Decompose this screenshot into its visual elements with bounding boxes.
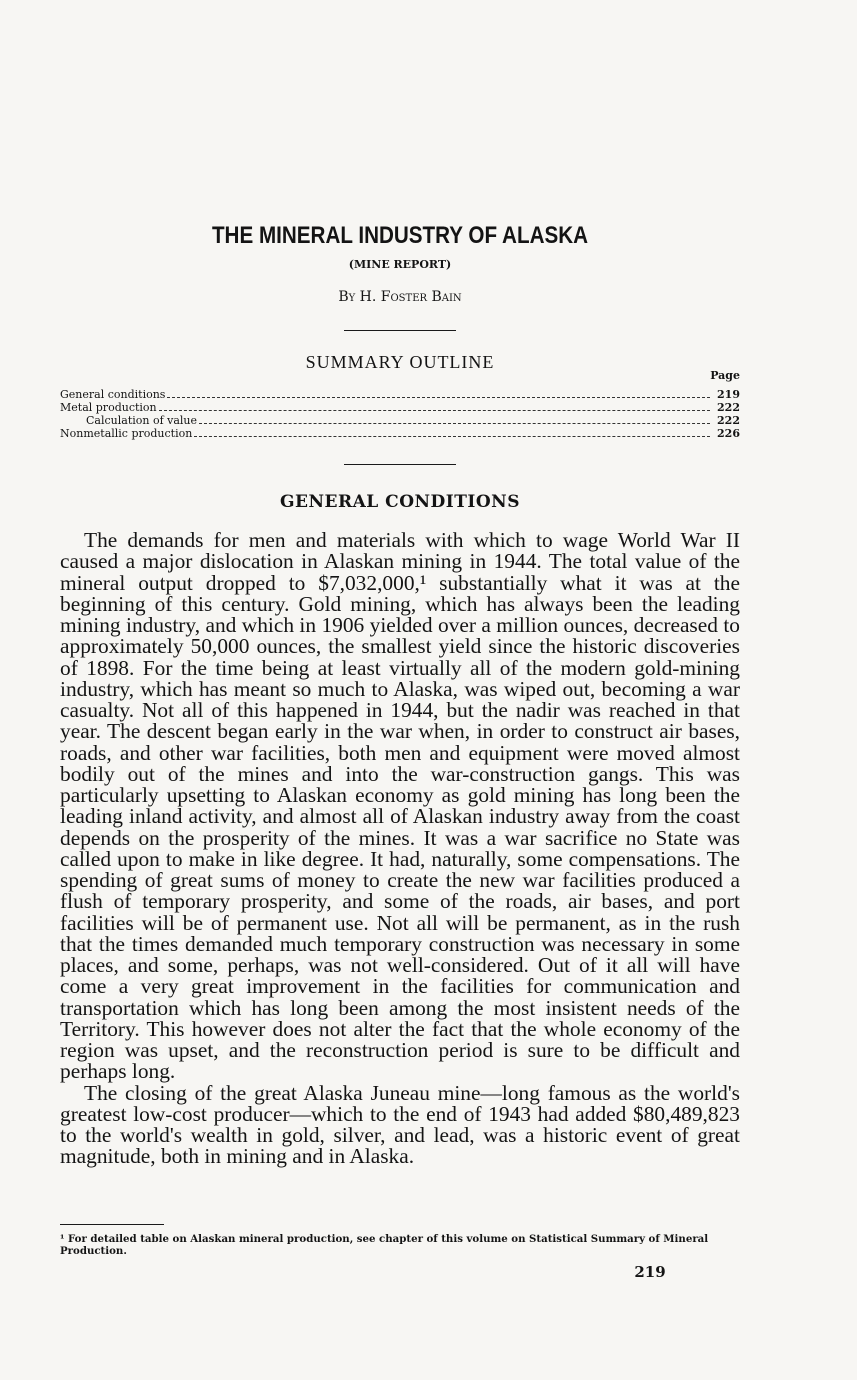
footnote-divider — [60, 1224, 164, 1225]
author-byline: By H. Foster Bain — [338, 289, 462, 305]
report-subtitle: (MINE REPORT) — [348, 258, 452, 271]
toc-item-page: 222 — [717, 414, 740, 427]
section-heading: GENERAL CONDITIONS — [280, 492, 520, 512]
toc-item-label: General conditions — [60, 388, 166, 401]
toc-item-page: 226 — [717, 427, 740, 440]
paragraph: The closing of the great Alaska Juneau mine—long famous as the world's greatest low-cost producer—which to the end of 1943 had added $80,489,823 to the world's wealth in gold, silver, and lead, was a historic event of great magnitude, both in mining and in Alaska. — [60, 1080, 740, 1169]
title-divider — [344, 330, 456, 331]
toc-item-label: Nonmetallic production — [60, 427, 193, 440]
page-title: THE MINERAL INDUSTRY OF ALASKA — [211, 222, 589, 249]
summary-outline — [60, 388, 740, 440]
toc-item-page: 222 — [717, 401, 740, 414]
toc-leader — [167, 397, 710, 398]
toc-item-metal-production[interactable] — [60, 401, 740, 414]
toc-item-calculation-of-value[interactable] — [60, 414, 740, 427]
toc-item-label: Calculation of value — [86, 414, 198, 427]
toc-leader — [199, 423, 710, 424]
page-number: 219 — [634, 1263, 666, 1281]
page-column-label: Page — [710, 369, 740, 382]
summary-outline-heading: SUMMARY OUTLINE — [305, 352, 495, 372]
toc-leader — [159, 410, 710, 411]
footnote: ¹ For detailed table on Alaskan mineral production, see chapter of this volume on Statistical Summary of Mineral Production. — [60, 1233, 709, 1257]
paragraph: The demands for men and materials with which to wage World War II caused a major dislocation in Alaskan mining in 1944. The total value of the mineral output dropped to $7,032,000,¹ substantially what it was at the beginning of this century. Gold mining, which has always been the leading mining industry, and which in 1906 yielded over a million ounces, decreased to approximately 50,000 ounces, the smallest yield since the historic discoveries of 1898. For the time being at least virtually all of the modern gold-mining industry, which has meant so much to Alaska, was wiped out, becoming a war casualty. Not all of this happened in 1944, but the nadir was reached in that year. The descent began early in the war when, in order to construct air bases, roads, and other war facilities, both men and equipment were moved almost bodily out of the mines and into the war-construction gangs. This was particularly upsetting to Alaskan economy as gold mining has long been the leading inland activity, and almost all of Alaskan industry away from the coast depends on the prosperity of the mines. It was a war sacrifice no State was called upon to make in like degree. It had, naturally, some compensations. The spending of great sums of money to create the new war facilities produced a flush of temporary prosperity, and some of the roads, air bases, and port facilities will be of permanent use. Not all will be permanent, as in the rush that the times demanded much temporary construction was necessary in some places, and some, perhaps, was not well-considered. Out of it all will have come a very great improvement in the facilities for communication and transportation which has long been among the most insistent needs of the Territory. This however does not alter the fact that the whole economy of the region was upset, and the reconstruction period is sure to be difficult and perhaps long. — [60, 528, 740, 1084]
toc-leader — [194, 436, 710, 437]
toc-item-page: 219 — [717, 388, 740, 401]
section-divider — [344, 464, 456, 465]
toc-item-label: Metal production — [60, 401, 157, 414]
toc-item-general-conditions[interactable] — [60, 388, 740, 401]
body-text — [60, 530, 740, 1168]
toc-item-nonmetallic-production[interactable] — [60, 427, 740, 440]
